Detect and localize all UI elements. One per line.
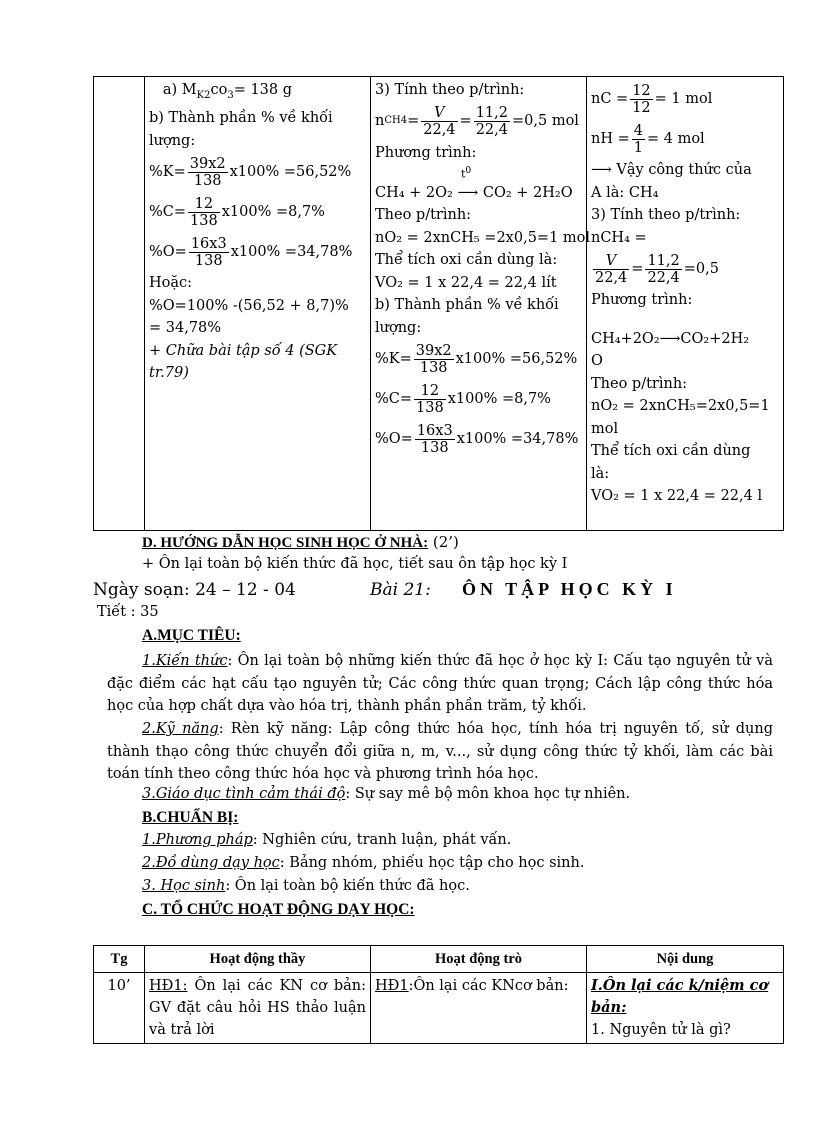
row-student: HĐ1:Ôn lại các KNcơ bản: xyxy=(371,973,587,1044)
student-column-cell xyxy=(371,77,591,531)
header-content: Nội dung xyxy=(587,946,784,973)
percent-heading-2: b) Thành phần % về khối xyxy=(375,297,559,314)
percent-heading-2-cont: lượng: xyxy=(375,319,422,336)
objectives-heading: A.MỤC TIÊU: xyxy=(142,627,241,644)
equation-label: Phương trình: xyxy=(375,144,477,161)
percent-heading: b) Thành phần % về khối xyxy=(149,110,333,127)
moles-ch4-label-3: nCH₄ = xyxy=(591,229,647,246)
exercise-note: + Chữa bài tập số 4 (SGK xyxy=(149,342,338,359)
percent-k-line: %K= $\frac{39x2}{138}$ x100% =56,52% xyxy=(149,155,352,189)
row-teacher: HĐ1: Ôn lại các KN cơ bản: GV đặt câu hỏi HS thảo luận và trả lời xyxy=(145,973,371,1044)
percent-c-line-2: %C= $\frac{12}{138}$ x100% =8,7% xyxy=(375,382,551,416)
formula-result: A là: CH₄ xyxy=(591,184,659,201)
oxygen-volume-result: VO₂ = 1 x 22,4 = 22,4 lít xyxy=(375,274,557,291)
prep-method: 1.Phương pháp: Nghiên cứu, tranh luận, phát vấn. xyxy=(142,832,512,848)
lesson-title: ÔN TẬP HỌC KỲ I xyxy=(462,579,677,599)
moles-o2-line-3: nO₂ = 2xnCH₅=2x0,5=1 xyxy=(591,398,770,414)
teacher-column-cell xyxy=(145,77,371,531)
equation-label-3: Phương trình: xyxy=(591,292,693,308)
row-time: 10’ xyxy=(94,973,145,1044)
header-time: Tg xyxy=(94,946,145,973)
activities-header-row xyxy=(94,946,784,973)
spacer xyxy=(591,312,779,328)
by-equation-label-3: Theo p/trình: xyxy=(591,375,688,392)
solution-table xyxy=(93,76,784,531)
homework-text: + Ôn lại toàn bộ kiến thức đã học, tiết sau ôn tập học kỳ I xyxy=(142,556,568,572)
skill-objective: 2.Kỹ năng: Rèn kỹ năng: Lập công thức hóa học, tính hóa trị nguyên tố, sử dụng thành thạo công thức chuyển đổi giữa n, m, v..., sử dụng công thức tỷ khối, làm các bài toán tính theo công thức hóa học và phương trình hóa học. xyxy=(107,721,773,782)
header-teacher: Hoạt động thầy xyxy=(145,946,371,973)
moles-o2-line: nO₂ = 2xnCH₅ =2x0,5=1 mol xyxy=(375,229,591,246)
combustion-equation: CH₄ + 2O₂ ⟶ CO₂ + 2H₂O xyxy=(375,184,573,201)
oxygen-volume-label: Thể tích oxi cần dùng là: xyxy=(375,252,558,269)
header-student: Hoạt động trò xyxy=(371,946,587,973)
alt-calc-line: %O=100% -(56,52 + 8,7)% xyxy=(149,297,349,314)
percent-c-line: %C= $\frac{12}{138}$ x100% =8,7% xyxy=(149,195,325,229)
oxygen-volume-label-3-cont: là: xyxy=(591,465,610,482)
percent-heading-cont: lượng: xyxy=(149,132,196,149)
lesson-number: Bài 21: xyxy=(370,580,431,600)
calc-heading: 3) Tính theo p/trình: xyxy=(375,82,525,98)
moles-c-line: nC = $\frac{12}{12}$ = 1 mol xyxy=(591,82,713,116)
knowledge-objective: 1.Kiến thức: Ôn lại toàn bộ những kiến thức đã học ở học kỳ I: Cấu tạo nguyên tử và đặc điểm các hạt cấu tạo nguyên tử; Các công thức quan trọng; Cách lập công thức hóa học của hợp chất dựa vào hóa trị, thành phần phần trăm, tỷ khối. xyxy=(107,653,773,714)
temperature-mark: $t^0$ xyxy=(461,165,472,181)
moles-h-line: nH = $\frac{4}{1}$ = 4 mol xyxy=(591,122,705,156)
activities-row xyxy=(94,973,784,1044)
homework-heading: D. HƯỚNG DẪN HỌC SINH HỌC Ở NHÀ: (2’) xyxy=(142,533,459,551)
prep-tools: 2.Đồ dùng dạy học: Bảng nhóm, phiếu học tập cho học sinh. xyxy=(142,855,585,871)
attitude-objective: 3.Giáo dục tình cảm thái độ: Sự say mê bộ môn khoa học tự nhiên. xyxy=(142,786,631,802)
empty-time-cell xyxy=(94,77,145,531)
conclusion-line: ⟶ Vậy công thức của xyxy=(591,162,752,178)
oxygen-volume-label-3: Thể tích oxi cần dùng xyxy=(591,443,751,459)
combustion-equation-3: CH₄+2O₂⟶CO₂+2H₂ xyxy=(591,330,750,347)
calc-heading-3: 3) Tính theo p/trình: xyxy=(591,207,741,223)
oxygen-volume-result-3: VO₂ = 1 x 22,4 = 22,4 l xyxy=(591,488,763,504)
or-label: Hoặc: xyxy=(149,275,193,292)
moles-ch4-fraction-3: $\frac{V}{22,4}$ = $\frac{11,2}{22,4}$ =0,5 xyxy=(595,252,719,286)
content-column-cell xyxy=(587,77,784,531)
percent-o-line: %O= $\frac{16x3}{138}$ x100% =34,78% xyxy=(149,235,353,269)
activities-heading: C. TỔ CHỨC HOẠT ĐỘNG DẠY HỌC: xyxy=(142,901,415,918)
prep-students: 3. Học sinh: Ôn lại toàn bộ kiến thức đã học. xyxy=(142,878,470,894)
prep-heading: B.CHUẨN BỊ: xyxy=(142,809,239,826)
activities-table xyxy=(93,945,784,1044)
combustion-equation-3-cont: O xyxy=(591,353,603,369)
percent-o-line-2: %O= $\frac{16x3}{138}$ x100% =34,78% xyxy=(375,422,579,456)
period-number: Tiết : 35 xyxy=(97,604,159,620)
molar-mass-line: a) $M_{K2}co_3= 138$ g xyxy=(162,82,293,101)
alt-calc-result: = 34,78% xyxy=(149,320,222,337)
percent-k-line-2: %K= $\frac{39x2}{138}$ x100% =56,52% xyxy=(375,342,578,376)
moles-o2-unit-3: mol xyxy=(591,420,619,437)
by-equation-label: Theo p/trình: xyxy=(375,207,472,224)
moles-ch4-line: n CH 4 = $\frac{V}{22,4}$ = $\frac{11,2}{22,4}$ =0,5 mol xyxy=(375,105,579,138)
exercise-note-cont: tr.79) xyxy=(149,365,189,382)
prep-date: Ngày soạn: 24 – 12 - 04 xyxy=(93,580,296,600)
row-content: I.Ôn lại các k/niệm cơ bản: 1. Nguyên tử là gì? xyxy=(587,973,784,1044)
